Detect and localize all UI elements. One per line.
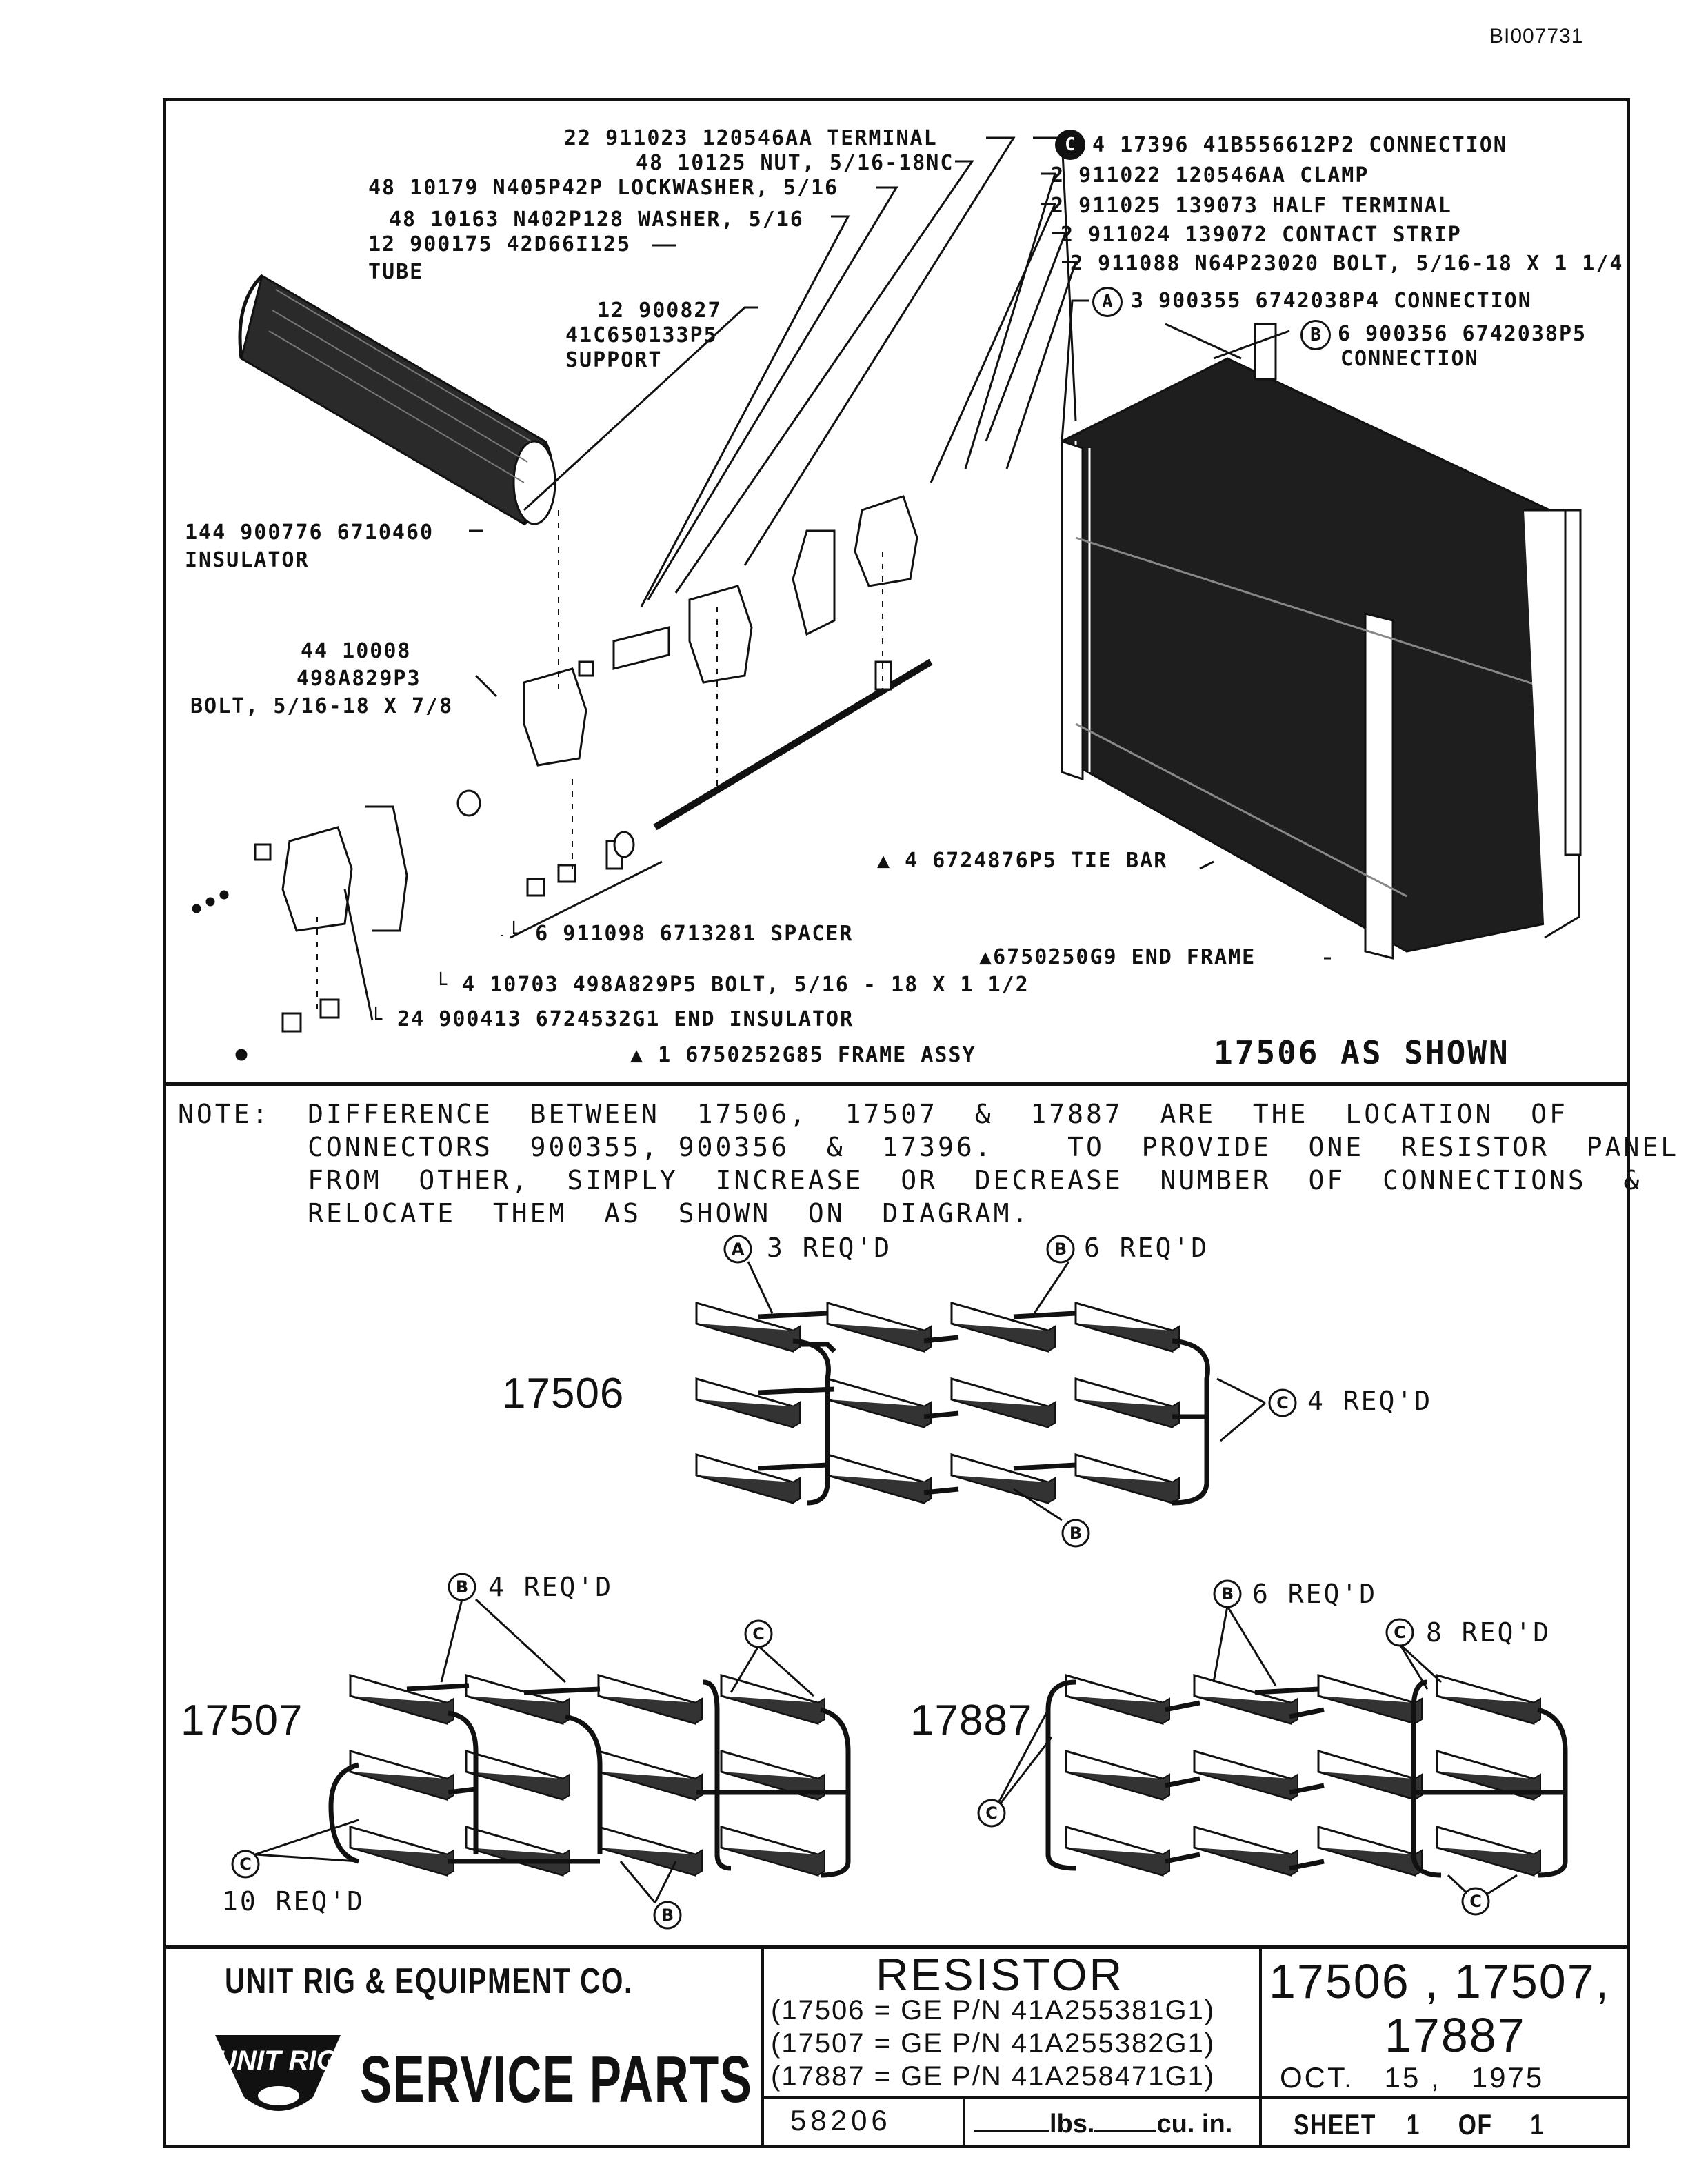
m-b1-17507: B (455, 1577, 469, 1597)
d17506-a-req: 3 REQ'D (767, 1233, 892, 1263)
diagram-17507-resistors (350, 1675, 825, 1875)
part-numbers-line-2: 17887 (1385, 2008, 1526, 2062)
callout-lockwasher: 48 10179 N405P42P LOCKWASHER, 5/16 (368, 176, 839, 200)
d17507-b-req: 4 REQ'D (488, 1572, 614, 1602)
callout-nut: 48 10125 NUT, 5/16-18NC (636, 151, 954, 175)
note-line-1: NOTE: DIFFERENCE BETWEEN 17506, 17507 & 17887 ARE THE LOCATION OF (178, 1099, 1568, 1129)
callout-bolt-1-1-2: └ 4 10703 498A829P5 BOLT, 5/16 - 18 X 1 1/2 (434, 973, 1029, 997)
company-name: UNIT RIG & EQUIPMENT CO. (225, 1961, 633, 2001)
d17887-b-req: 6 REQ'D (1252, 1579, 1378, 1609)
tb-divider-1 (761, 1945, 764, 2148)
weight-field (974, 2110, 1232, 2139)
service-parts: SERVICE PARTS (360, 2043, 753, 2116)
note-line-2: CONNECTORS 900355, 900356 & 17396. TO PROVIDE ONE RESISTOR PANEL (178, 1132, 1680, 1162)
m-b2-17507: B (661, 1905, 674, 1925)
marker-b: B (1300, 320, 1331, 350)
callout-bolt-7-8-label: BOLT, 5/16-18 X 7/8 (190, 694, 454, 718)
callout-support-label: SUPPORT (565, 348, 663, 372)
m-b-17887: B (1220, 1584, 1234, 1604)
callout-conn-a: 3 900355 6742038P4 CONNECTION (1131, 289, 1532, 313)
callout-terminal: 22 911023 120546AA TERMINAL (564, 126, 938, 150)
volume-unit: cu. in. (1156, 2110, 1233, 2138)
callout-connection: 4 17396 41B556612P2 CONNECTION (1092, 133, 1507, 157)
callout-tie-bar: ▲ 4 6724876P5 TIE BAR (877, 849, 1168, 873)
tb-bottom-row-line (761, 2096, 1630, 2099)
m-c-17506: C (1276, 1393, 1289, 1413)
d17507-c-req: 10 REQ'D (222, 1886, 365, 1917)
callout-conn-b-part: 6 900356 6742038P5 (1338, 322, 1587, 346)
ge-part-3: (17887 = GE P/N 41A258471G1) (771, 2061, 1216, 2092)
tb-divider-4 (1259, 2096, 1262, 2148)
callout-insulator-label: INSULATOR (185, 548, 310, 572)
tie-bar-text: 4 6724876P5 TIE BAR (905, 849, 1168, 873)
frame-assy-text: 1 6750252G85 FRAME ASSY (658, 1043, 976, 1067)
d17887-label: 17887 (910, 1697, 1033, 1744)
d17507-label: 17507 (181, 1697, 303, 1744)
callout-conn-b-label: CONNECTION (1340, 347, 1479, 371)
marker-a: A (1092, 287, 1123, 317)
weight-blank (974, 2130, 1049, 2132)
spacer-text: 6 911098 6713281 SPACER (535, 922, 854, 946)
document-id: BI007731 (1489, 25, 1584, 48)
callout-tube-label: TUBE (368, 260, 424, 284)
end-frame-text: 6750250G9 END FRAME (993, 945, 1256, 969)
callout-spacer: └ 6 911098 6713281 SPACER (508, 922, 854, 946)
callout-contact-strip: 2 911024 139072 CONTACT STRIP (1061, 223, 1462, 247)
d17506-c-req: 4 REQ'D (1307, 1386, 1433, 1416)
m-c2-17887: C (985, 1803, 998, 1823)
note-line-3: FROM OTHER, SIMPLY INCREASE OR DECREASE NUMBER OF CONNECTIONS & (178, 1165, 1642, 1195)
callout-insulator-part: 144 900776 6710460 (185, 520, 434, 545)
weight-unit: lbs. (1049, 2110, 1095, 2138)
m-c1-17507: C (752, 1624, 765, 1644)
d17887-c-req: 8 REQ'D (1426, 1617, 1551, 1648)
diagram-17887-resistors (1066, 1675, 1540, 1875)
m-a-17506: A (731, 1240, 745, 1259)
note-line-4: RELOCATE THEM AS SHOWN ON DIAGRAM. (178, 1198, 1031, 1228)
callout-end-frame: ▲6750250G9 END FRAME (979, 945, 1256, 969)
tb-divider-3 (963, 2096, 965, 2148)
as-shown-label: 17506 AS SHOWN (1214, 1034, 1510, 1071)
callout-clamp: 2 911022 120546AA CLAMP (1051, 163, 1369, 188)
ge-part-1: (17506 = GE P/N 41A255381G1) (771, 1995, 1216, 2025)
volume-blank (1094, 2130, 1156, 2132)
logo-lettering: UNIT RIG (217, 2045, 338, 2076)
callout-bolt-7-8-part: 498A829P3 (297, 667, 421, 691)
diagram-17506-resistors (696, 1303, 1179, 1503)
callout-half-terminal: 2 911025 139073 HALF TERMINAL (1051, 194, 1452, 218)
sheet-number: SHEET 1 OF 1 (1294, 2108, 1545, 2141)
callout-frame-assy: ▲ 1 6750252G85 FRAME ASSY (630, 1043, 976, 1067)
callout-washer: 48 10163 N402P128 WASHER, 5/16 (389, 208, 804, 232)
m-b1-17506: B (1054, 1240, 1067, 1259)
callout-bolt-1-1-4: 2 911088 N64P23020 BOLT, 5/16-18 X 1 1/4 (1070, 252, 1624, 276)
m-c3-17887: C (1469, 1892, 1482, 1911)
m-c1-17887: C (1394, 1623, 1406, 1642)
unit-rig-logo (210, 2021, 348, 2125)
m-c2-17507: C (239, 1854, 252, 1874)
end-insulator-text: 24 900413 6724532G1 END INSULATOR (397, 1007, 854, 1031)
callout-support-qty: 12 900827 (597, 299, 722, 323)
part-name: RESISTOR (876, 1949, 1125, 2000)
callout-end-insulator: └ 24 900413 6724532G1 END INSULATOR (370, 1007, 854, 1031)
callout-tube-part: 12 900175 42D66I125 (368, 232, 632, 256)
code-number: 58206 (790, 2104, 892, 2136)
m-b2-17506: B (1069, 1524, 1083, 1543)
bolt-1-1-2-text: 4 10703 498A829P5 BOLT, 5/16 - 18 X 1 1/2 (462, 973, 1029, 997)
date: OCT. 15 , 1975 (1280, 2061, 1545, 2094)
marker-c-diamond: C (1055, 130, 1085, 160)
callout-support-part: 41C650133P5 (565, 323, 718, 347)
part-numbers-line-1: 17506 , 17507, (1269, 1954, 1611, 2008)
callout-bolt-7-8-qty: 44 10008 (301, 639, 412, 663)
ge-part-2: (17507 = GE P/N 41A255382G1) (771, 2028, 1216, 2059)
d17506-b-req: 6 REQ'D (1084, 1233, 1209, 1263)
d17506-label: 17506 (502, 1370, 625, 1417)
